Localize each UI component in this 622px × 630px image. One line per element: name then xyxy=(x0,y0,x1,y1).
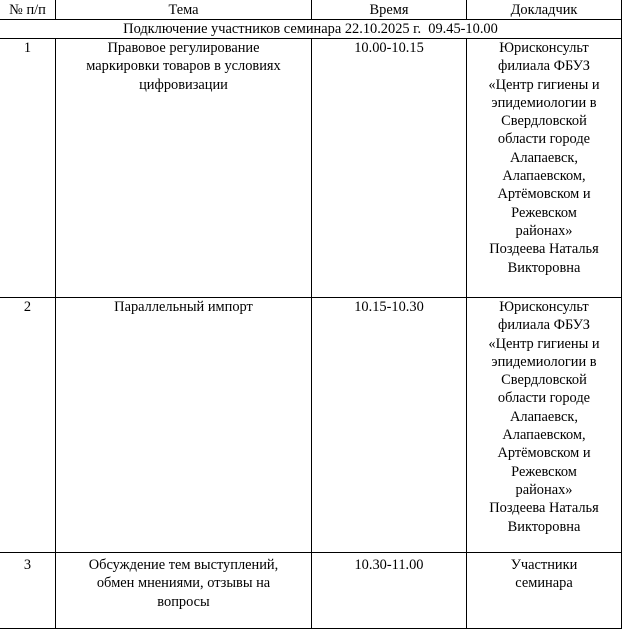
row-2-speaker xyxy=(467,298,621,536)
speaker-line: Артёмовском и xyxy=(497,445,591,462)
speaker-line: Алапаевском, xyxy=(502,427,586,444)
topic-line: обмен мнениями, отзывы на xyxy=(96,575,271,592)
speaker-line: Свердловской xyxy=(501,372,587,389)
row-3-time: 10.30-11.00 xyxy=(354,557,424,573)
speaker-line: семинара xyxy=(515,575,573,592)
topic-line: маркировки товаров в условиях xyxy=(86,58,281,75)
row-3-topic xyxy=(56,556,311,611)
speaker-line: филиала ФБУЗ xyxy=(498,317,590,334)
row-1-topic xyxy=(56,39,311,94)
speaker-line: филиала ФБУЗ xyxy=(498,58,590,75)
row-3-speaker xyxy=(467,556,621,593)
speaker-line: Юрисконсульт xyxy=(499,299,589,315)
row-1-speaker xyxy=(467,39,621,277)
row-3-number: 3 xyxy=(23,557,32,573)
speaker-line: эпидемиологии в xyxy=(491,353,597,370)
speaker-line: Поздеева Наталья xyxy=(489,500,599,517)
session-subheader: Подключение участников семинара 22.10.2025 г. 09.45-10.00 xyxy=(123,21,498,37)
topic-line: вопросы xyxy=(157,593,210,610)
speaker-line: Режевском xyxy=(511,463,577,480)
speaker-line: Свердловской xyxy=(501,113,587,130)
row-1-time: 10.00-10.15 xyxy=(354,40,424,56)
speaker-line: эпидемиологии в xyxy=(491,94,597,111)
column-divider xyxy=(55,38,56,629)
header-speaker: Докладчик xyxy=(510,2,578,18)
speaker-line: Алапаевском, xyxy=(502,168,586,185)
speaker-line: области городе xyxy=(497,131,591,148)
column-divider xyxy=(311,38,312,629)
topic-line: Правовое регулирование xyxy=(107,40,260,56)
speaker-line: «Центр гигиены и xyxy=(488,76,600,93)
row-2-topic xyxy=(56,298,311,316)
speaker-line: Артёмовском и xyxy=(497,186,591,203)
speaker-line: Режевском xyxy=(511,204,577,221)
topic-line: Параллельный импорт xyxy=(114,299,253,315)
row-2-number: 2 xyxy=(23,299,32,315)
topic-line: цифровизации xyxy=(139,76,228,93)
topic-line: Обсуждение тем выступлений, xyxy=(88,557,279,573)
speaker-line: Викторовна xyxy=(507,259,581,276)
header-topic: Тема xyxy=(168,2,199,18)
speaker-line: районах» xyxy=(515,222,573,239)
speaker-line: Поздеева Наталья xyxy=(489,241,599,258)
header-number: № п/п xyxy=(9,2,46,18)
row-1-number: 1 xyxy=(23,40,32,56)
speaker-line: Викторовна xyxy=(507,518,581,535)
row-2-time: 10.15-10.30 xyxy=(354,299,424,315)
speaker-line: Алапаевск, xyxy=(510,149,578,166)
speaker-line: Участники xyxy=(510,557,578,573)
speaker-line: Алапаевск, xyxy=(510,408,578,425)
speaker-line: районах» xyxy=(515,481,573,498)
speaker-line: «Центр гигиены и xyxy=(488,335,600,352)
speaker-line: области городе xyxy=(497,390,591,407)
speaker-line: Юрисконсульт xyxy=(499,40,589,56)
header-time: Время xyxy=(369,2,409,18)
